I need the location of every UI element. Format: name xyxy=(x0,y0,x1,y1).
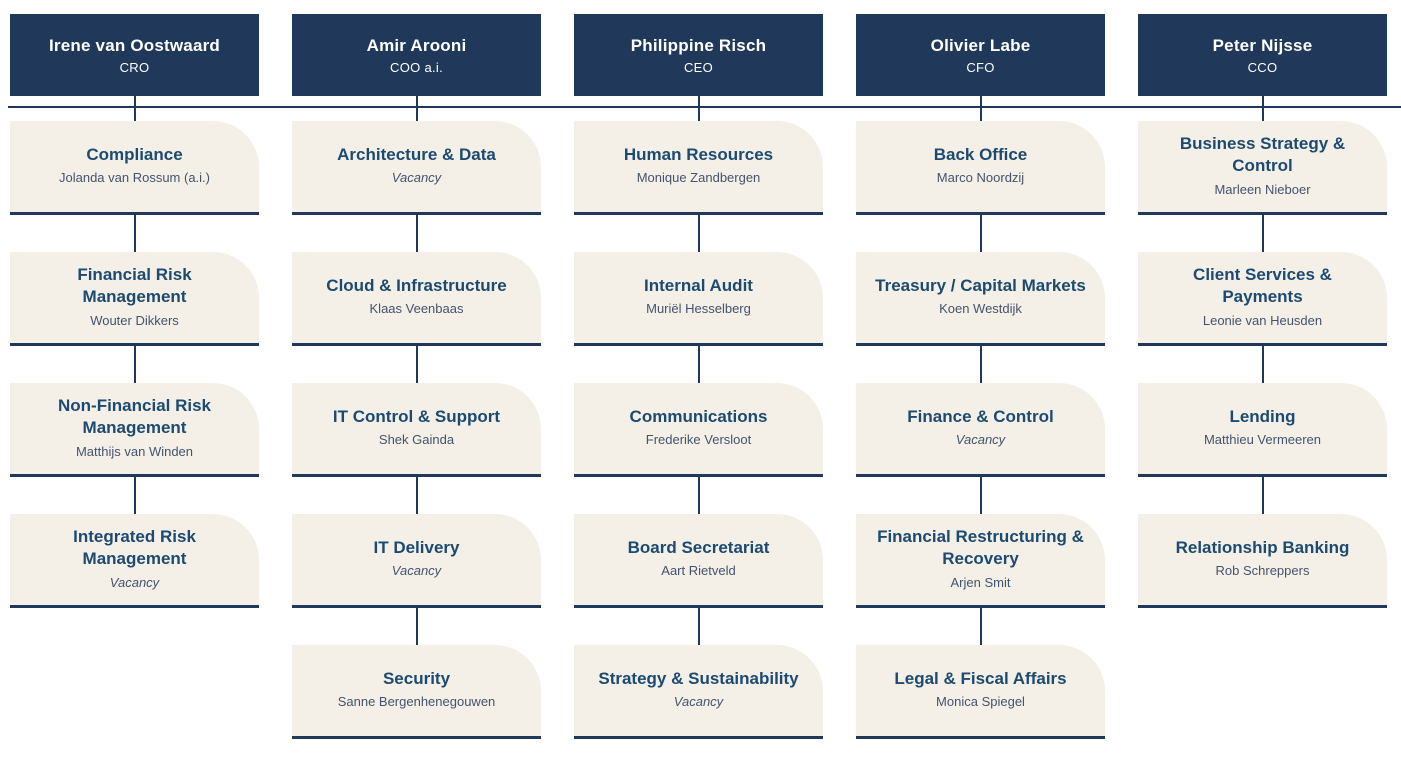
connector-vertical-line xyxy=(1138,96,1387,121)
department-wrap xyxy=(1138,477,1387,608)
department-title: Financial Risk Management xyxy=(77,264,192,307)
org-column-3 xyxy=(574,14,823,739)
department-lead: Wouter Dikkers xyxy=(90,312,179,328)
department-lead: Koen Westdijk xyxy=(939,301,1022,317)
connector-vertical-line xyxy=(574,96,823,121)
connector-vertical-line xyxy=(1138,346,1387,383)
department-title: Finance & Control xyxy=(907,407,1054,426)
department-lead: Shek Gainda xyxy=(378,432,455,448)
department-wrap xyxy=(292,215,541,346)
department-title: IT Delivery xyxy=(373,538,460,557)
department-lead: Arjen Smit xyxy=(950,574,1011,590)
department-card xyxy=(10,383,259,477)
executive-name: Philippine Risch xyxy=(630,35,767,55)
department-card xyxy=(856,645,1105,739)
department-title: Human Resources xyxy=(623,145,774,164)
connector-vertical-line xyxy=(10,96,259,121)
department-card xyxy=(1138,514,1387,608)
department-title: Communications xyxy=(629,407,768,426)
department-lead: Jolanda van Rossum (a.i.) xyxy=(58,170,210,186)
connector-vertical-line xyxy=(10,477,259,514)
department-title: Relationship Banking xyxy=(1175,538,1350,557)
executive-role: CCO xyxy=(1247,59,1278,75)
department-card xyxy=(856,383,1105,477)
connector-vertical-line xyxy=(292,346,541,383)
department-wrap xyxy=(574,346,823,477)
department-title: Compliance xyxy=(86,145,183,164)
department-title: Cloud & Infrastructure xyxy=(326,276,507,295)
connector-vertical-line xyxy=(292,608,541,645)
department-lead: Aart Rietveld xyxy=(661,563,736,579)
department-title: Client Services & Payments xyxy=(1193,264,1332,307)
org-column-4 xyxy=(856,14,1105,739)
department-wrap xyxy=(10,477,259,608)
department-wrap xyxy=(574,96,823,215)
connector-vertical-line xyxy=(574,215,823,252)
executive-role: COO a.i. xyxy=(390,59,443,75)
department-title: Architecture & Data xyxy=(337,145,496,164)
department-card xyxy=(1138,121,1387,215)
department-wrap xyxy=(1138,96,1387,215)
department-card xyxy=(574,514,823,608)
department-title: Board Secretariat xyxy=(627,538,770,557)
department-wrap xyxy=(1138,346,1387,477)
department-title: IT Control & Support xyxy=(332,407,501,426)
department-card xyxy=(10,252,259,346)
department-card xyxy=(574,252,823,346)
connector-vertical-line xyxy=(10,346,259,383)
department-lead: Vacancy xyxy=(391,563,442,579)
department-lead: Marleen Nieboer xyxy=(1214,181,1311,197)
department-wrap xyxy=(292,477,541,608)
connector-vertical-line xyxy=(856,477,1105,514)
connector-vertical-line xyxy=(10,215,259,252)
department-title: Lending xyxy=(1229,407,1296,426)
department-title: Treasury / Capital Markets xyxy=(875,276,1086,295)
department-lead: Vacancy xyxy=(955,432,1006,448)
department-wrap xyxy=(574,477,823,608)
connector-vertical-line xyxy=(1138,477,1387,514)
executive-role: CEO xyxy=(683,59,714,75)
executive-card xyxy=(10,14,259,96)
department-lead: Matthieu Vermeeren xyxy=(1203,432,1322,448)
department-title: Integrated Risk Management xyxy=(73,526,196,569)
department-wrap xyxy=(10,96,259,215)
executive-card xyxy=(574,14,823,96)
connector-vertical-line xyxy=(292,215,541,252)
department-wrap xyxy=(292,346,541,477)
org-chart xyxy=(10,14,1387,739)
department-card xyxy=(292,121,541,215)
department-wrap xyxy=(574,215,823,346)
department-title: Strategy & Sustainability xyxy=(598,669,799,688)
connector-vertical-line xyxy=(574,608,823,645)
connector-vertical-line xyxy=(856,608,1105,645)
department-title: Legal & Fiscal Affairs xyxy=(894,669,1067,688)
department-lead: Rob Schreppers xyxy=(1215,563,1310,579)
department-card xyxy=(10,514,259,608)
department-lead: Monique Zandbergen xyxy=(636,170,761,186)
department-card xyxy=(574,645,823,739)
department-title: Back Office xyxy=(933,145,1028,164)
department-wrap xyxy=(856,608,1105,739)
connector-vertical-line xyxy=(292,477,541,514)
executive-role: CFO xyxy=(966,59,995,75)
connector-vertical-line xyxy=(574,346,823,383)
connector-vertical-line xyxy=(292,96,541,121)
department-wrap xyxy=(856,96,1105,215)
department-card xyxy=(10,121,259,215)
department-card xyxy=(292,383,541,477)
department-wrap xyxy=(856,477,1105,608)
executive-card xyxy=(856,14,1105,96)
department-wrap xyxy=(1138,215,1387,346)
department-lead: Vacancy xyxy=(391,170,442,186)
department-card xyxy=(856,514,1105,608)
executive-card xyxy=(1138,14,1387,96)
department-card xyxy=(292,252,541,346)
department-card xyxy=(1138,252,1387,346)
department-card xyxy=(1138,383,1387,477)
department-title: Internal Audit xyxy=(644,276,753,295)
executive-name: Olivier Labe xyxy=(930,35,1031,55)
department-card xyxy=(574,383,823,477)
executive-role: CRO xyxy=(119,59,150,75)
department-wrap xyxy=(856,215,1105,346)
department-lead: Vacancy xyxy=(673,694,724,710)
org-column-2 xyxy=(292,14,541,739)
department-wrap xyxy=(856,346,1105,477)
department-card xyxy=(856,121,1105,215)
executive-card xyxy=(292,14,541,96)
department-lead: Frederike Versloot xyxy=(645,432,752,448)
department-title: Non-Financial Risk Management xyxy=(57,395,212,438)
department-card xyxy=(292,514,541,608)
department-title: Security xyxy=(382,669,451,688)
department-wrap xyxy=(10,215,259,346)
connector-vertical-line xyxy=(856,96,1105,121)
connector-vertical-line xyxy=(856,346,1105,383)
department-lead: Monica Spiegel xyxy=(936,694,1025,710)
department-card xyxy=(574,121,823,215)
department-lead: Matthijs van Winden xyxy=(75,443,194,459)
department-wrap xyxy=(10,346,259,477)
org-column-1 xyxy=(10,14,259,739)
connector-vertical-line xyxy=(1138,215,1387,252)
org-column-5 xyxy=(1138,14,1387,739)
department-lead: Muriël Hesselberg xyxy=(646,301,751,317)
department-title: Business Strategy & Control xyxy=(1179,133,1346,176)
connector-vertical-line xyxy=(856,215,1105,252)
department-lead: Vacancy xyxy=(109,574,160,590)
department-wrap xyxy=(574,608,823,739)
department-lead: Klaas Veenbaas xyxy=(369,301,464,317)
executive-name: Irene van Oostwaard xyxy=(48,35,221,55)
department-card xyxy=(292,645,541,739)
department-lead: Leonie van Heusden xyxy=(1202,312,1323,328)
department-wrap xyxy=(292,96,541,215)
department-card xyxy=(856,252,1105,346)
department-title: Financial Restructuring & Recovery xyxy=(877,526,1084,569)
department-lead: Sanne Bergenhenegouwen xyxy=(337,694,496,710)
department-lead: Marco Noordzij xyxy=(936,170,1025,186)
executive-name: Peter Nijsse xyxy=(1212,35,1313,55)
executive-name: Amir Arooni xyxy=(366,35,467,55)
connector-vertical-line xyxy=(574,477,823,514)
department-wrap xyxy=(292,608,541,739)
